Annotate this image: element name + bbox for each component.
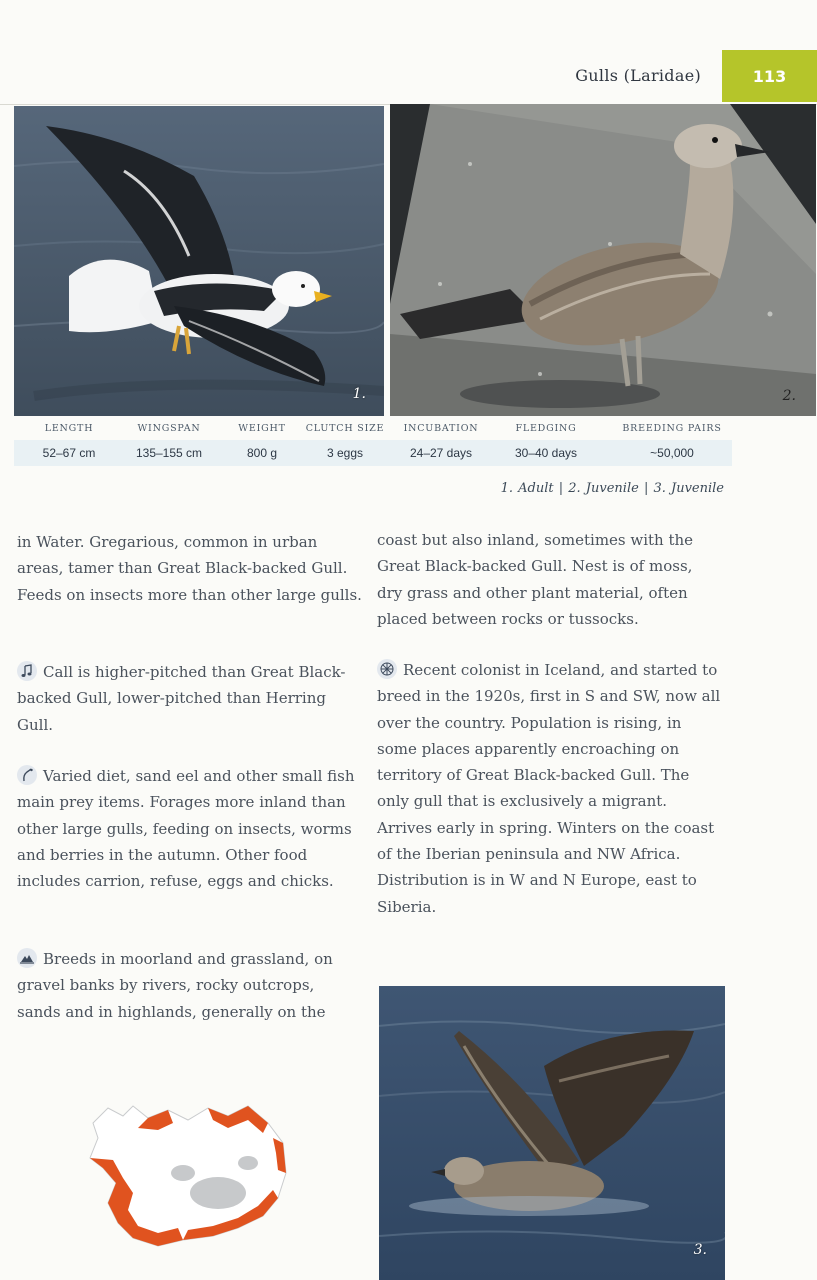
- breeding-cont-paragraph: coast but also inland, sometimes with the Great Black-backed Gull. Nest is of moss, dry grass and other plant material, often placed between rocks or tussocks.: [377, 531, 694, 628]
- photo-label-2: 2.: [782, 388, 796, 404]
- stat-value-clutch-size: 3 eggs: [326, 446, 364, 460]
- stat-value-incubation: 24–27 days: [409, 446, 473, 460]
- stat-value-breeding-pairs: ~50,000: [650, 446, 694, 460]
- voice-text: Call is higher-pitched than Great Black-backed Gull, lower-pitched than Herring Gull.: [17, 663, 346, 734]
- stat-label: FLEDGING: [515, 423, 577, 434]
- photo-label-3: 3.: [693, 1242, 707, 1258]
- photo-label-1: 1.: [352, 386, 366, 402]
- stat-value-weight: 800 g: [246, 446, 278, 460]
- section-title: Gulls (Laridae): [575, 66, 701, 85]
- voice-paragraph: [17, 659, 362, 738]
- stat-label: CLUTCH SIZE: [305, 423, 385, 434]
- status-paragraph: [377, 657, 722, 920]
- stat-value-wingspan: 135–155 cm: [135, 446, 203, 460]
- habitat-icon: [17, 948, 37, 968]
- intro-paragraph: in Water. Gregarious, common in urban areas, tamer than Great Black-backed Gull. Feeds on insects more than other large gulls.: [17, 533, 362, 604]
- photo-juvenile-gull-wall: [390, 104, 816, 416]
- status-text: Recent colonist in Iceland, and started to breed in the 1920s, first in S and SW, now all over the country. Population is rising, in some places apparently encroaching on territory of Great Black-backed Gull. The only gull that is exclusively a migrant. Arrives early in spring. Winters on the coast of the Iberian peninsula and NW Africa. Distribution is in W and N Europe, east to Siberia.: [377, 661, 721, 916]
- diet-text: Varied diet, sand eel and other small fish main prey items. Forages more inland than other large gulls, feeding on insects, worms and berries in the autumn. Other food includes carrion, refuse, eggs and chicks.: [17, 767, 355, 891]
- stats-values-row: [14, 440, 732, 466]
- stat-label: WINGSPAN: [137, 423, 201, 434]
- breeding-paragraph: [17, 946, 362, 1025]
- stat-value-fledging: 30–40 days: [514, 446, 578, 460]
- stat-label: LENGTH: [44, 423, 94, 434]
- stat-label: BREEDING PAIRS: [622, 423, 722, 434]
- photo-juvenile-gull-bathing: [379, 986, 725, 1280]
- stat-value-length: 52–67 cm: [42, 446, 96, 460]
- photo-caption: 1. Adult | 2. Juvenile | 3. Juvenile: [500, 481, 724, 496]
- compass-rose-icon: [377, 659, 397, 679]
- stats-labels-row: [14, 420, 732, 440]
- stat-label: INCUBATION: [403, 423, 479, 434]
- photo-adult-gull: [14, 106, 384, 416]
- stat-label: WEIGHT: [238, 423, 286, 434]
- page-number: 113: [722, 50, 817, 102]
- distribution-map: [78, 1098, 293, 1253]
- feeding-icon: [17, 765, 37, 785]
- breeding-text: Breeds in moorland and grassland, on gravel banks by rivers, rocky outcrops, sands and in highlands, generally on the: [17, 950, 333, 1021]
- music-note-icon: [17, 661, 37, 681]
- diet-paragraph: [17, 763, 362, 894]
